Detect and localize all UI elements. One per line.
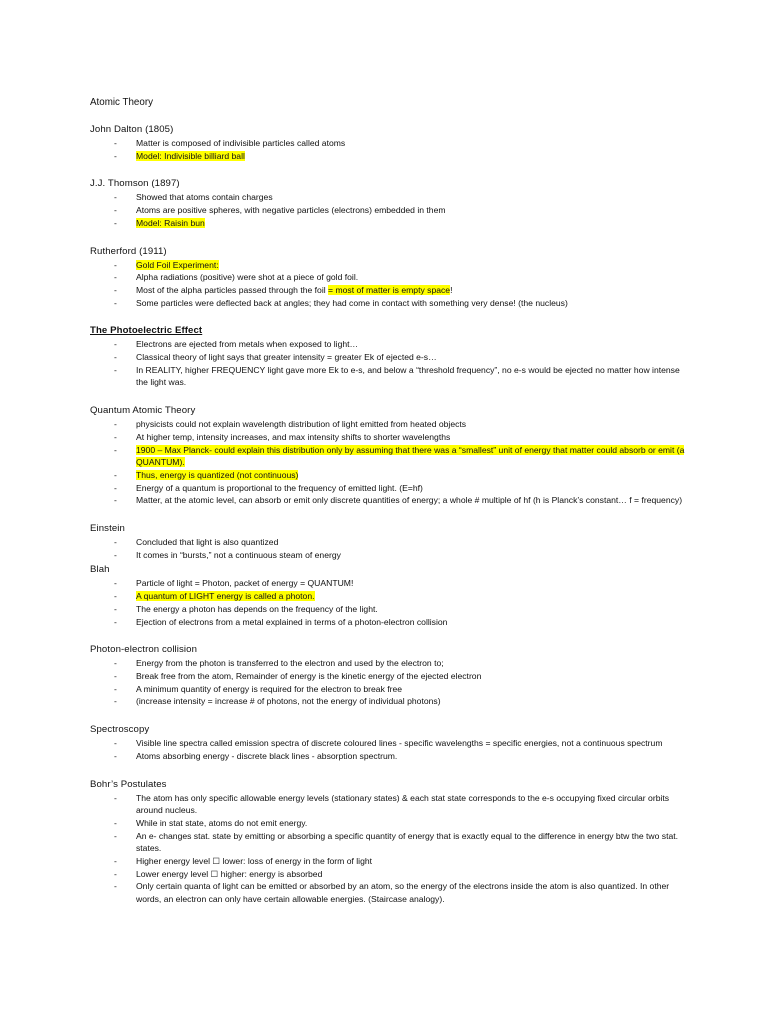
highlighted-text: Thus, energy is quantized (not continuous) xyxy=(136,469,299,480)
section-heading: The Photoelectric Effect xyxy=(90,325,203,337)
section-7 xyxy=(90,643,690,708)
list-item xyxy=(90,364,690,389)
list-item xyxy=(90,150,690,163)
bullet-list xyxy=(90,137,690,162)
item-text: A minimum quantity of energy is required for the electron to break free xyxy=(136,683,403,694)
bullet-list xyxy=(90,792,690,906)
section-heading: Rutherford (1911) xyxy=(90,245,167,257)
section-9 xyxy=(90,778,690,906)
list-item xyxy=(90,431,690,444)
item-text: Atoms absorbing energy - discrete black lines - absorption spectrum. xyxy=(136,750,398,761)
item-text: Some particles were deflected back at angles; they had come in contact with something very dense! (the nucleus) xyxy=(136,297,568,308)
list-item xyxy=(90,590,690,603)
bullet-list xyxy=(90,338,690,389)
section-3 xyxy=(90,324,690,389)
item-text: Most of the alpha particles passed through the foil xyxy=(136,284,329,295)
highlighted-text: Model: Indivisible billiard ball xyxy=(136,150,245,161)
highlighted-text: A quantum of LIGHT energy is called a photon. xyxy=(136,591,315,602)
section-heading: John Dalton (1805) xyxy=(90,124,174,135)
list-item xyxy=(90,657,690,670)
item-text: Particle of light = Photon, packet of energy = QUANTUM! xyxy=(136,578,354,589)
item-text: Energy of a quantum is proportional to the frequency of emitted light. (E=hf) xyxy=(136,482,423,493)
list-item xyxy=(90,536,690,549)
section-1 xyxy=(90,177,690,229)
item-text: Atoms are positive spheres, with negative particles (electrons) embedded in them xyxy=(136,205,446,216)
list-item xyxy=(90,204,690,217)
list-item xyxy=(90,418,690,431)
item-text: Lower energy level ☐ higher: energy is absorbed xyxy=(136,868,323,879)
section-heading: J.J. Thomson (1897) xyxy=(90,178,180,190)
item-text: Classical theory of light says that greater intensity = greater Ek of ejected e-s… xyxy=(136,352,437,363)
highlighted-text: = most of matter is empty space xyxy=(328,284,451,295)
item-text: Matter is composed of indivisible particles called atoms xyxy=(136,138,346,148)
list-item xyxy=(90,191,690,204)
list-item xyxy=(90,695,690,708)
item-text: Showed that atoms contain charges xyxy=(136,192,273,203)
section-4 xyxy=(90,404,690,507)
bullet-list xyxy=(90,418,690,507)
list-item xyxy=(90,284,690,297)
item-text: Alpha radiations (positive) were shot at a piece of gold foil. xyxy=(136,272,359,283)
document-title: Atomic Theory xyxy=(90,97,153,108)
highlighted-text: Model: Raisin bun xyxy=(136,217,205,228)
list-item xyxy=(90,259,690,272)
list-item xyxy=(90,855,690,868)
list-item xyxy=(90,297,690,310)
section-heading: Spectroscopy xyxy=(90,724,150,736)
bullet-list xyxy=(90,577,690,628)
bullet-list xyxy=(90,191,690,229)
list-item xyxy=(90,792,690,817)
item-text: At higher temp, intensity increases, and max intensity shifts to shorter wavelengths xyxy=(136,431,451,442)
item-text: The atom has only specific allowable energy levels (stationary states) & each stat state corresponds to the e-s occupying fixed circular orbits around nucleus. xyxy=(136,792,670,816)
list-item xyxy=(90,577,690,590)
list-item xyxy=(90,482,690,495)
highlighted-text: Gold Foil Experiment: xyxy=(136,259,219,270)
list-item xyxy=(90,549,690,562)
bullet-list xyxy=(90,259,690,310)
item-text: Matter, at the atomic level, can absorb or emit only discrete quantities of energy; a whole # multiple of hf (h is Planck’s constant… f = frequency) xyxy=(136,495,683,506)
list-item xyxy=(90,444,690,469)
item-text: Break free from the atom, Remainder of energy is the kinetic energy of the ejected electron xyxy=(136,670,482,681)
item-text: An e- changes stat. state by emitting or absorbing a specific quantity of energy that is exactly equal to the difference in energy btw the two stat. states. xyxy=(136,830,679,854)
section-heading: Quantum Atomic Theory xyxy=(90,405,196,417)
item-text: physicists could not explain wavelength distribution of light emitted from heated objects xyxy=(136,419,467,430)
section-0 xyxy=(90,123,690,162)
section-2 xyxy=(90,245,690,310)
item-text: While in stat state, atoms do not emit energy. xyxy=(136,817,308,828)
list-item xyxy=(90,338,690,351)
list-item xyxy=(90,616,690,629)
highlighted-text: 1900 – Max Planck- could explain this distribution only by assuming that there was a “smallest” unit of energy that matter could absorb or emit (a QUANTUM). xyxy=(136,444,685,468)
list-item xyxy=(90,817,690,830)
item-text: It comes in “bursts,” not a continuous steam of energy xyxy=(136,549,341,560)
section-8 xyxy=(90,723,690,762)
section-6 xyxy=(90,563,690,628)
item-text: (increase intensity = increase # of photons, not the energy of individual photons) xyxy=(136,696,441,707)
list-item xyxy=(90,683,690,696)
list-item xyxy=(90,868,690,881)
section-5 xyxy=(90,522,690,561)
list-item xyxy=(90,750,690,763)
list-item xyxy=(90,351,690,364)
sections-container xyxy=(90,123,690,906)
item-text: Concluded that light is also quantized xyxy=(136,537,279,548)
item-text: Ejection of electrons from a metal explained in terms of a photon-electron collision xyxy=(136,616,448,627)
item-text: Electrons are ejected from metals when exposed to light… xyxy=(136,339,359,350)
document-page xyxy=(90,96,690,906)
section-heading: Photon-electron collision xyxy=(90,644,198,656)
item-text: Energy from the photon is transferred to the electron and used by the electron to; xyxy=(136,658,444,669)
list-item xyxy=(90,737,690,750)
section-heading: Einstein xyxy=(90,523,125,535)
item-text: ! xyxy=(450,284,453,295)
list-item xyxy=(90,670,690,683)
item-text: The energy a photon has depends on the frequency of the light. xyxy=(136,603,378,614)
bullet-list xyxy=(90,737,690,762)
section-heading: Blah xyxy=(90,564,110,576)
list-item xyxy=(90,494,690,507)
item-text: Visible line spectra called emission spectra of discrete coloured lines - specific wavelengths = specific energies, not a continuous spectrum xyxy=(136,738,663,749)
list-item xyxy=(90,137,690,150)
list-item xyxy=(90,880,690,905)
list-item xyxy=(90,469,690,482)
item-text: In REALITY, higher FREQUENCY light gave more Ek to e-s, and below a “threshold frequency”, no e-s would be ejected no matter how intense the light was. xyxy=(136,364,680,388)
item-text: Only certain quanta of light can be emitted or absorbed by an atom, so the energy of the electrons inside the atom is also quantized. In other words, an electron can only have certain allowable energies. (Staircase analogy). xyxy=(136,881,670,905)
list-item xyxy=(90,603,690,616)
bullet-list xyxy=(90,536,690,561)
list-item xyxy=(90,830,690,855)
list-item xyxy=(90,217,690,230)
section-heading: Bohr’s Postulates xyxy=(90,778,167,790)
list-item xyxy=(90,271,690,284)
item-text: Higher energy level ☐ lower: loss of energy in the form of light xyxy=(136,856,373,867)
bullet-list xyxy=(90,657,690,708)
